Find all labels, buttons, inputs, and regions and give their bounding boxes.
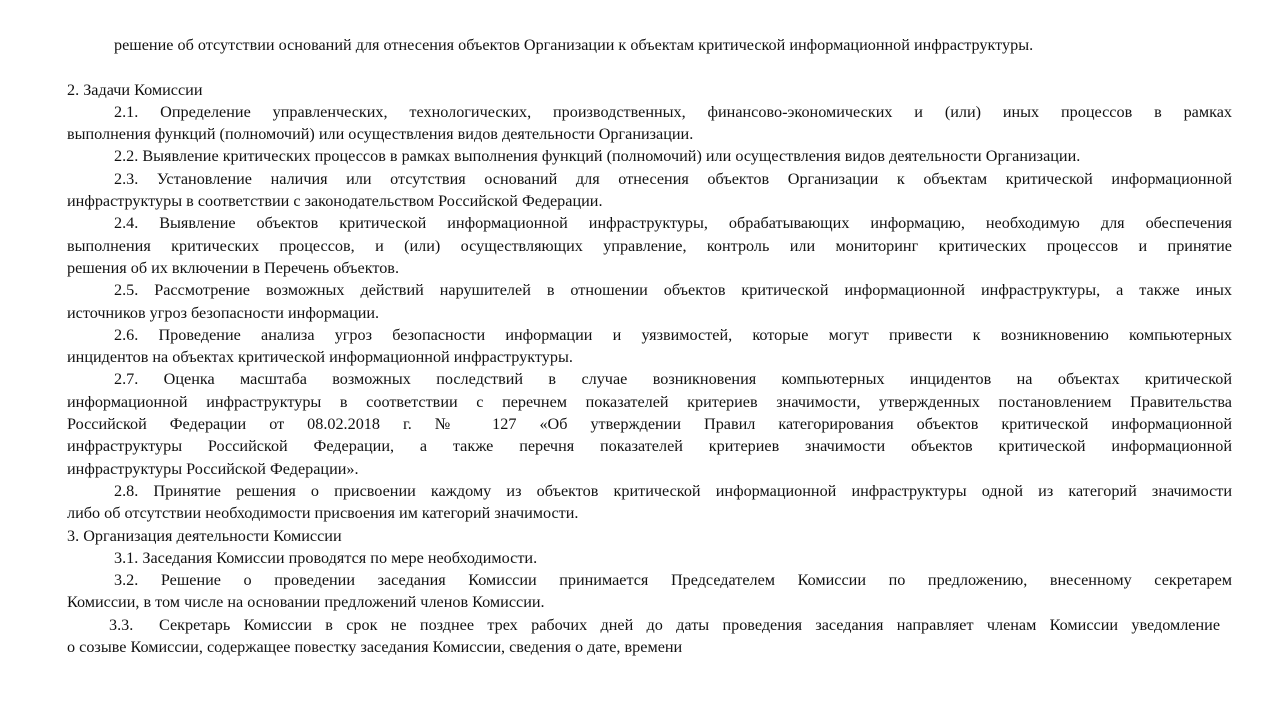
paragraph-2-8 xyxy=(67,480,1232,525)
paragraph-2-6 xyxy=(67,324,1232,369)
intro-line: решение об отсутствии оснований для отнесения объектов Организации к объектам критической информационной инфраструктуры. xyxy=(114,36,1034,54)
paragraph-2-3 xyxy=(67,168,1232,213)
paragraph-line: Российской Федерации от 08.02.2018 г. № 127 «Об утверждении Правил категорирования объектов критической информационной xyxy=(67,415,1232,434)
paragraph-line: источников угроз безопасности информации. xyxy=(67,303,380,322)
paragraph-3-3 xyxy=(67,614,1232,659)
paragraph-line: 2.2. Выявление критических процессов в рамках выполнения функций (полномочий) или осуществления видов деятельности Организации. xyxy=(114,147,1081,166)
paragraph-line: 2.4. Выявление объектов критической информационной инфраструктуры, обрабатывающих информацию, необходимую для обеспечения xyxy=(114,214,1232,233)
section-3-heading: 3. Организация деятельности Комиссии xyxy=(67,526,342,545)
paragraph-line: 2.8. Принятие решения о присвоении каждому из объектов критической информационной инфраструктуры одной из категорий значимости xyxy=(114,481,1232,500)
paragraph-line: инцидентов на объектах критической информационной инфраструктуры. xyxy=(67,348,573,367)
paragraph-2-4 xyxy=(67,212,1232,279)
paragraph-line: Комиссии, в том числе на основании предложений членов Комиссии. xyxy=(67,593,545,612)
paragraph-line: 2.6. Проведение анализа угроз безопасности информации и уязвимостей, которые могут привести к возникновению компьютерных xyxy=(114,325,1232,344)
paragraph-line: инфраструктуры Российской Федерации, а также перечня показателей критериев значимости объектов критической информационной xyxy=(67,437,1232,456)
paragraph-line: инфраструктуры Российской Федерации». xyxy=(67,459,359,478)
paragraph-line: информационной инфраструктуры в соответствии с перечнем показателей критериев значимости, утвержденных постановлением Правительства xyxy=(67,392,1232,411)
paragraph-line: инфраструктуры в соответствии с законодательством Российской Федерации. xyxy=(67,192,603,211)
paragraph-line: 3.1. Заседания Комиссии проводятся по мере необходимости. xyxy=(114,548,538,567)
paragraph-line: выполнения критических процессов, и (или) осуществляющих управление, контроль или мониторинг критических процессов и принятие xyxy=(67,236,1232,255)
paragraph-text: Секретарь Комиссии в срок не позднее трех рабочих дней до даты проведения заседания направляет членам Комиссии уведомление xyxy=(159,615,1220,634)
section-2-heading: 2. Задачи Комиссии xyxy=(67,80,203,99)
paragraph-3-2 xyxy=(67,569,1232,614)
paragraph-2-5 xyxy=(67,279,1232,324)
paragraph-line xyxy=(67,614,1232,636)
paragraph-number: 3.3. xyxy=(109,615,134,634)
paragraph-line: решения об их включении в Перечень объектов. xyxy=(67,258,399,277)
paragraph-line: выполнения функций (полномочий) или осуществления видов деятельности Организации. xyxy=(67,125,694,144)
paragraph-line: 2.7. Оценка масштаба возможных последствий в случае возникновения компьютерных инцидентов на объектах критической xyxy=(114,370,1232,389)
paragraph-line: 2.1. Определение управленческих, технологических, производственных, финансово-экономических и (или) иных процессов в рамках xyxy=(114,102,1232,121)
paragraph-gap xyxy=(67,56,1232,78)
paragraph-line: либо об отсутствии необходимости присвоения им категорий значимости. xyxy=(67,504,579,523)
paragraph-3-1 xyxy=(67,547,1232,569)
paragraph-line: 2.3. Установление наличия или отсутствия оснований для отнесения объектов Организации к объектам критической информационной xyxy=(114,169,1232,188)
paragraph-line: 2.5. Рассмотрение возможных действий нарушителей в отношении объектов критической информационной инфраструктуры, а также иных xyxy=(114,281,1232,300)
paragraph-line: 3.2. Решение о проведении заседания Комиссии принимается Председателем Комиссии по предложению, внесенному секретарем xyxy=(114,571,1232,590)
document-page xyxy=(67,34,1232,658)
paragraph-2-7 xyxy=(67,368,1232,479)
paragraph-2-2 xyxy=(67,145,1232,167)
paragraph-2-1 xyxy=(67,101,1232,146)
paragraph-line: о созыве Комиссии, содержащее повестку заседания Комиссии, сведения о дате, времени xyxy=(67,638,683,657)
